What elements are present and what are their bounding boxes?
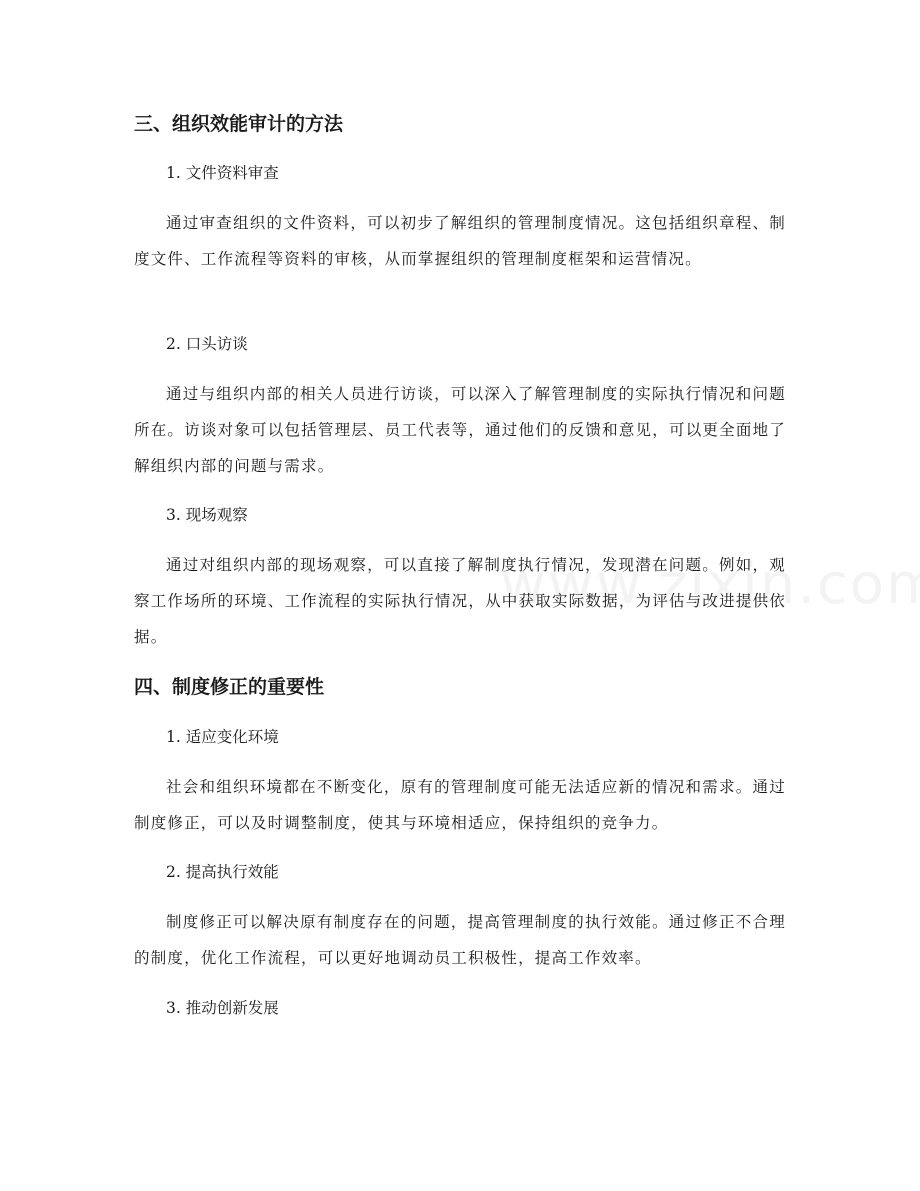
subheading-adapt-environment: 1. 适应变化环境 bbox=[166, 728, 279, 746]
subheading-improve-efficiency: 2. 提高执行效能 bbox=[166, 863, 279, 881]
subheading-document-review: 1. 文件资料审查 bbox=[166, 164, 279, 182]
paragraph-document-review: 通过审查组织的文件资料，可以初步了解组织的管理制度情况。这包括组织章程、制度文件、工作流程等资料的审核，从而掌握组织的管理制度框架和运营情况。 bbox=[134, 214, 786, 268]
paragraph-site-observation: 通过对组织内部的现场观察，可以直接了解制度执行情况，发现潜在问题。例如，观察工作场所的环境、工作流程的实际执行情况，从中获取实际数据，为评估与改进提供依据。 bbox=[134, 556, 786, 646]
paragraph-improve-efficiency: 制度修正可以解决原有制度存在的问题，提高管理制度的执行效能。通过修正不合理的制度，优化工作流程，可以更好地调动员工积极性，提高工作效率。 bbox=[134, 913, 786, 967]
section-heading-revision-importance: 四、制度修正的重要性 bbox=[134, 676, 325, 698]
paragraph-adapt-environment: 社会和组织环境都在不断变化，原有的管理制度可能无法适应新的情况和需求。通过制度修正，可以及时调整制度，使其与环境相适应，保持组织的竞争力。 bbox=[134, 778, 786, 832]
subheading-innovation: 3. 推动创新发展 bbox=[166, 999, 279, 1017]
paragraph-interview: 通过与组织内部的相关人员进行访谈，可以深入了解管理制度的实际执行情况和问题所在。访谈对象可以包括管理层、员工代表等，通过他们的反馈和意见，可以更全面地了解组织内部的问题与需求。 bbox=[134, 385, 786, 475]
subheading-site-observation: 3. 现场观察 bbox=[166, 506, 248, 524]
section-heading-audit-methods: 三、组织效能审计的方法 bbox=[134, 113, 344, 135]
subheading-interview: 2. 口头访谈 bbox=[166, 335, 248, 353]
